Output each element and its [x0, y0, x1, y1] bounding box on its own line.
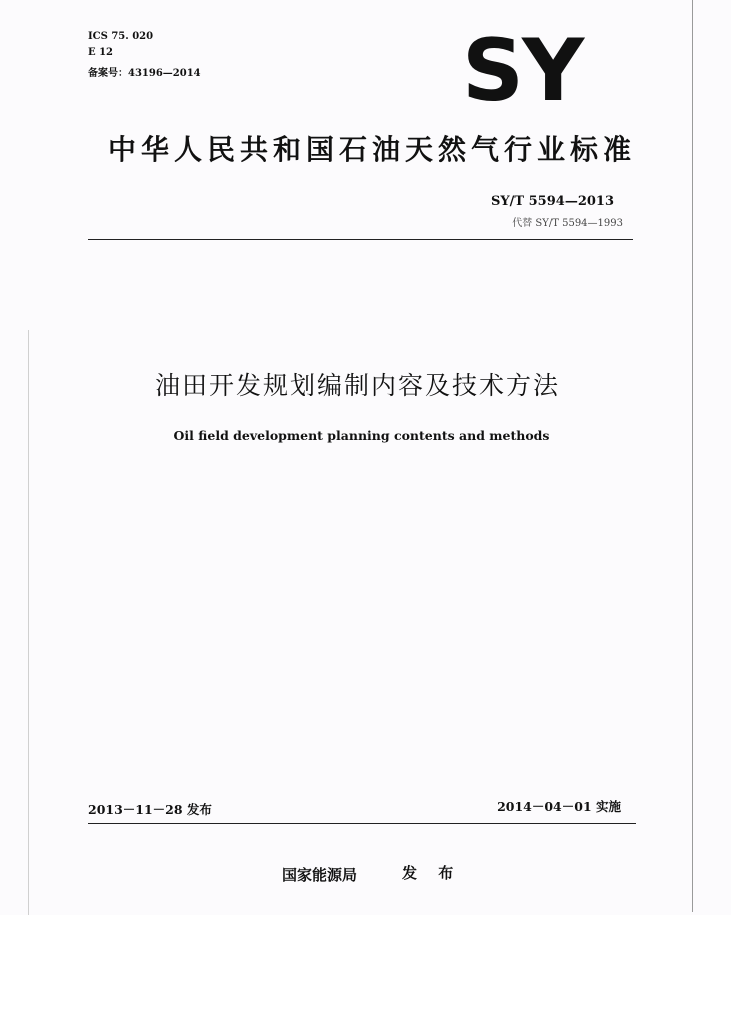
- document-subtitle-text: Oil field development planning contents and methods: [173, 428, 550, 443]
- issue-label: 发 布: [402, 864, 462, 882]
- ics-code: ICS 75. 020: [88, 31, 154, 42]
- category-code: E 12: [88, 47, 114, 58]
- implementation-date: 2014－04－01 实施: [497, 799, 621, 814]
- document-subtitle: [0, 428, 731, 443]
- page-edge-line: [692, 0, 693, 912]
- document-title: [0, 366, 731, 402]
- footer-divider: [88, 823, 636, 824]
- issuing-authority: 国家能源局: [282, 866, 358, 884]
- page-bottom-margin: [0, 915, 731, 1024]
- header-divider: [88, 239, 633, 240]
- sy-logo: SY: [462, 21, 583, 121]
- replaces-code: 代替 SY/T 5594—1993: [512, 218, 623, 229]
- standard-title: 中华人民共和国石油天然气行业标准: [108, 133, 637, 166]
- standard-code: SY/T 5594—2013: [491, 194, 614, 209]
- page-edge-line: [28, 330, 29, 915]
- issue-date: 2013－11－28 发布: [88, 802, 212, 817]
- document-title-text: 油田开发规划编制内容及技术方法: [154, 371, 560, 400]
- filing-number: 备案号：43196—2014: [88, 68, 201, 79]
